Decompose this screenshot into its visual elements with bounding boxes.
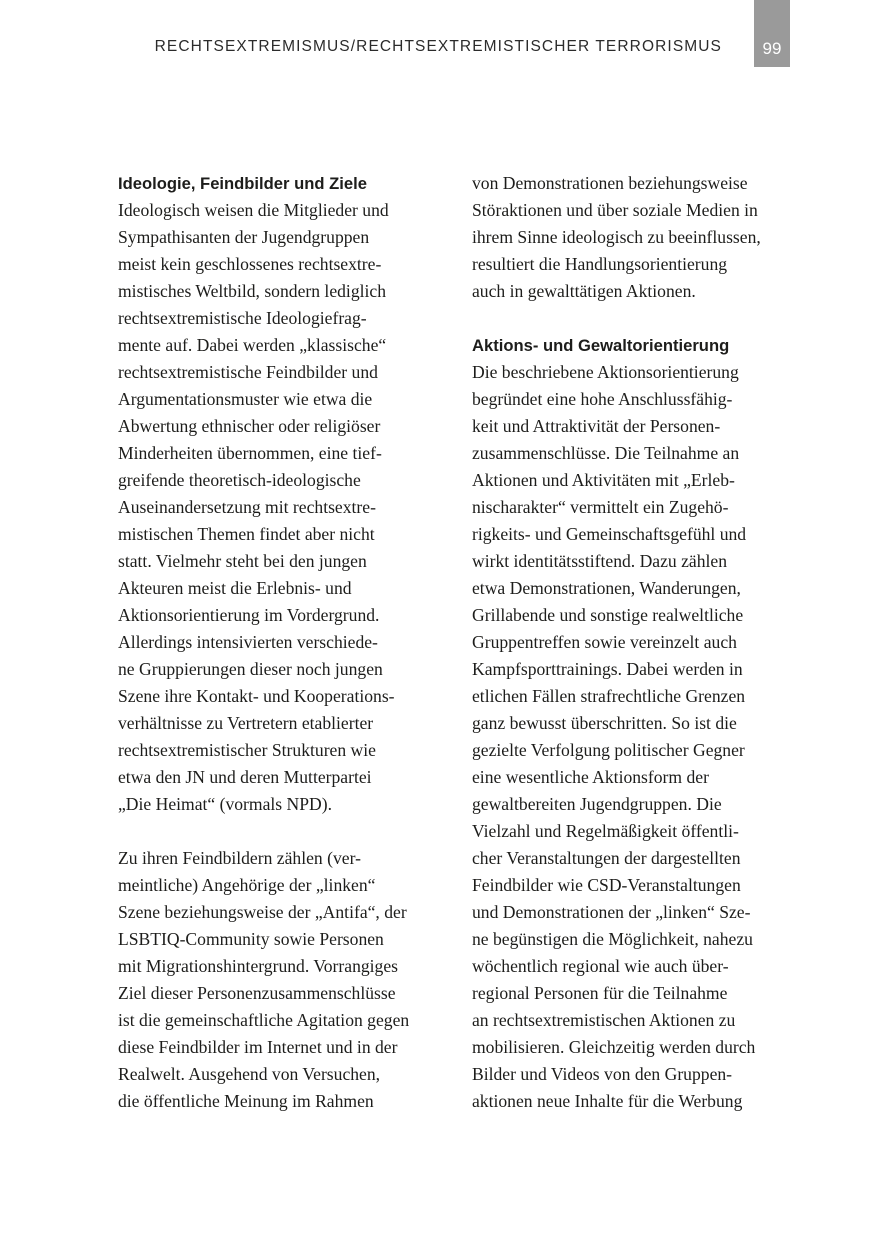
text-line: ne Gruppierungen dieser noch jungen: [118, 659, 383, 679]
page-number-tab: [754, 0, 790, 67]
text-line: diese Feindbilder im Internet und in der: [118, 1037, 398, 1057]
text-line: ganz bewusst überschritten. So ist die: [472, 713, 737, 733]
paragraph-ideologie-2: [118, 845, 448, 1115]
section-heading-aktionen: Aktions- und Gewaltorientierung: [472, 336, 730, 355]
text-line: rigkeits- und Gemeinschaftsgefühl und: [472, 524, 747, 544]
text-line: und Demonstrationen der „linken“ Sze-: [472, 902, 751, 922]
text-line: rechtsextremistische Feindbilder und: [118, 362, 378, 382]
text-line: die öffentliche Meinung im Rahmen: [118, 1091, 374, 1111]
text-line: an rechtsextremistischen Aktionen zu: [472, 1010, 736, 1030]
text-line: gezielte Verfolgung politischer Gegner: [472, 740, 745, 760]
text-line: keit und Attraktivität der Personen-: [472, 416, 721, 436]
text-line: Zu ihren Feindbildern zählen (ver-: [118, 848, 361, 868]
text-line: Argumentationsmuster wie etwa die: [118, 389, 373, 409]
text-line: Ideologisch weisen die Mitglieder und: [118, 200, 389, 220]
text-line: Aktionsorientierung im Vordergrund.: [118, 605, 380, 625]
text-line: Realwelt. Ausgehend von Versuchen,: [118, 1064, 381, 1084]
text-line: Minderheiten übernommen, eine tief-: [118, 443, 382, 463]
text-line: resultiert die Handlungsorientierung: [472, 254, 728, 274]
running-title: RECHTSEXTREMISMUS/RECHTSEXTREMISTISCHER TERRORISMUS: [154, 38, 722, 55]
text-line: greifende theoretisch-ideologische: [118, 470, 361, 490]
text-line: gewaltbereiten Jugendgruppen. Die: [472, 794, 722, 814]
text-line: aktionen neue Inhalte für die Werbung: [472, 1091, 743, 1111]
text-line: Abwertung ethnischer oder religiöser: [118, 416, 381, 436]
paragraph-ideologie-1: [118, 197, 448, 818]
text-line: mistischen Themen findet aber nicht: [118, 524, 375, 544]
text-line: mobilisieren. Gleichzeitig werden durch: [472, 1037, 756, 1057]
text-line: verhältnisse zu Vertretern etablierter: [118, 713, 374, 733]
text-line: meintliche) Angehörige der „linken“: [118, 875, 376, 895]
text-line: ihrem Sinne ideologisch zu beeinflussen,: [472, 227, 761, 247]
text-line: „Die Heimat“ (vormals NPD).: [118, 794, 332, 814]
text-line: etlichen Fällen strafrechtliche Grenzen: [472, 686, 746, 706]
text-line: mit Migrationshintergrund. Vorrangiges: [118, 956, 399, 976]
text-line: Sympathisanten der Jugendgruppen: [118, 227, 370, 247]
paragraph-continued: [472, 170, 802, 305]
text-line: Kampfsporttrainings. Dabei werden in: [472, 659, 743, 679]
paragraph-gap: [118, 818, 448, 845]
text-line: rechtsextremistische Ideologiefrag-: [118, 308, 367, 328]
text-line: Allerdings intensivierten verschiede-: [118, 632, 378, 652]
section-heading-ideologie: Ideologie, Feindbilder und Ziele: [118, 174, 367, 193]
text-line: statt. Vielmehr steht bei den jungen: [118, 551, 367, 571]
text-line: Gruppentreffen sowie vereinzelt auch: [472, 632, 737, 652]
text-line: cher Veranstaltungen der dargestellten: [472, 848, 741, 868]
text-line: regional Personen für die Teilnahme: [472, 983, 728, 1003]
text-line: begründet eine hohe Anschlussfähig-: [472, 389, 733, 409]
right-column: [472, 170, 802, 1115]
text-line: Störaktionen und über soziale Medien in: [472, 200, 758, 220]
text-line: mente auf. Dabei werden „klassische“: [118, 335, 387, 355]
text-line: ne begünstigen die Möglichkeit, nahezu: [472, 929, 753, 949]
text-line: ist die gemeinschaftliche Agitation gegen: [118, 1010, 410, 1030]
text-line: eine wesentliche Aktionsform der: [472, 767, 709, 787]
paragraph-gap: [472, 305, 802, 332]
text-line: Grillabende und sonstige realweltliche: [472, 605, 744, 625]
text-line: Akteuren meist die Erlebnis- und: [118, 578, 352, 598]
text-line: wirkt identitätsstiftend. Dazu zählen: [472, 551, 728, 571]
text-line: Bilder und Videos von den Gruppen-: [472, 1064, 733, 1084]
text-line: zusammenschlüsse. Die Teilnahme an: [472, 443, 740, 463]
text-line: etwa Demonstrationen, Wanderungen,: [472, 578, 741, 598]
text-line: Die beschriebene Aktionsorientierung: [472, 362, 739, 382]
text-line: von Demonstrationen beziehungsweise: [472, 173, 748, 193]
text-line: meist kein geschlossenes rechtsextre-: [118, 254, 382, 274]
text-line: Szene beziehungsweise der „Antifa“, der: [118, 902, 407, 922]
text-line: Ziel dieser Personenzusammenschlüsse: [118, 983, 396, 1003]
text-line: nischarakter“ vermittelt ein Zugehö-: [472, 497, 729, 517]
text-line: LSBTIQ-Community sowie Personen: [118, 929, 384, 949]
text-line: Feindbilder wie CSD-Veranstaltungen: [472, 875, 741, 895]
text-line: Szene ihre Kontakt- und Kooperations-: [118, 686, 395, 706]
text-line: Auseinandersetzung mit rechtsextre-: [118, 497, 376, 517]
page-number: 99: [762, 39, 782, 58]
text-line: mistisches Weltbild, sondern lediglich: [118, 281, 386, 301]
text-line: Aktionen und Aktivitäten mit „Erleb-: [472, 470, 735, 490]
text-line: rechtsextremistischer Strukturen wie: [118, 740, 376, 760]
text-line: auch in gewalttätigen Aktionen.: [472, 281, 696, 301]
left-column: [118, 170, 448, 1115]
text-line: Vielzahl und Regelmäßigkeit öffentli-: [472, 821, 739, 841]
text-line: etwa den JN und deren Mutterpartei: [118, 767, 372, 787]
paragraph-aktionen: [472, 359, 802, 1115]
text-line: wöchentlich regional wie auch über-: [472, 956, 729, 976]
